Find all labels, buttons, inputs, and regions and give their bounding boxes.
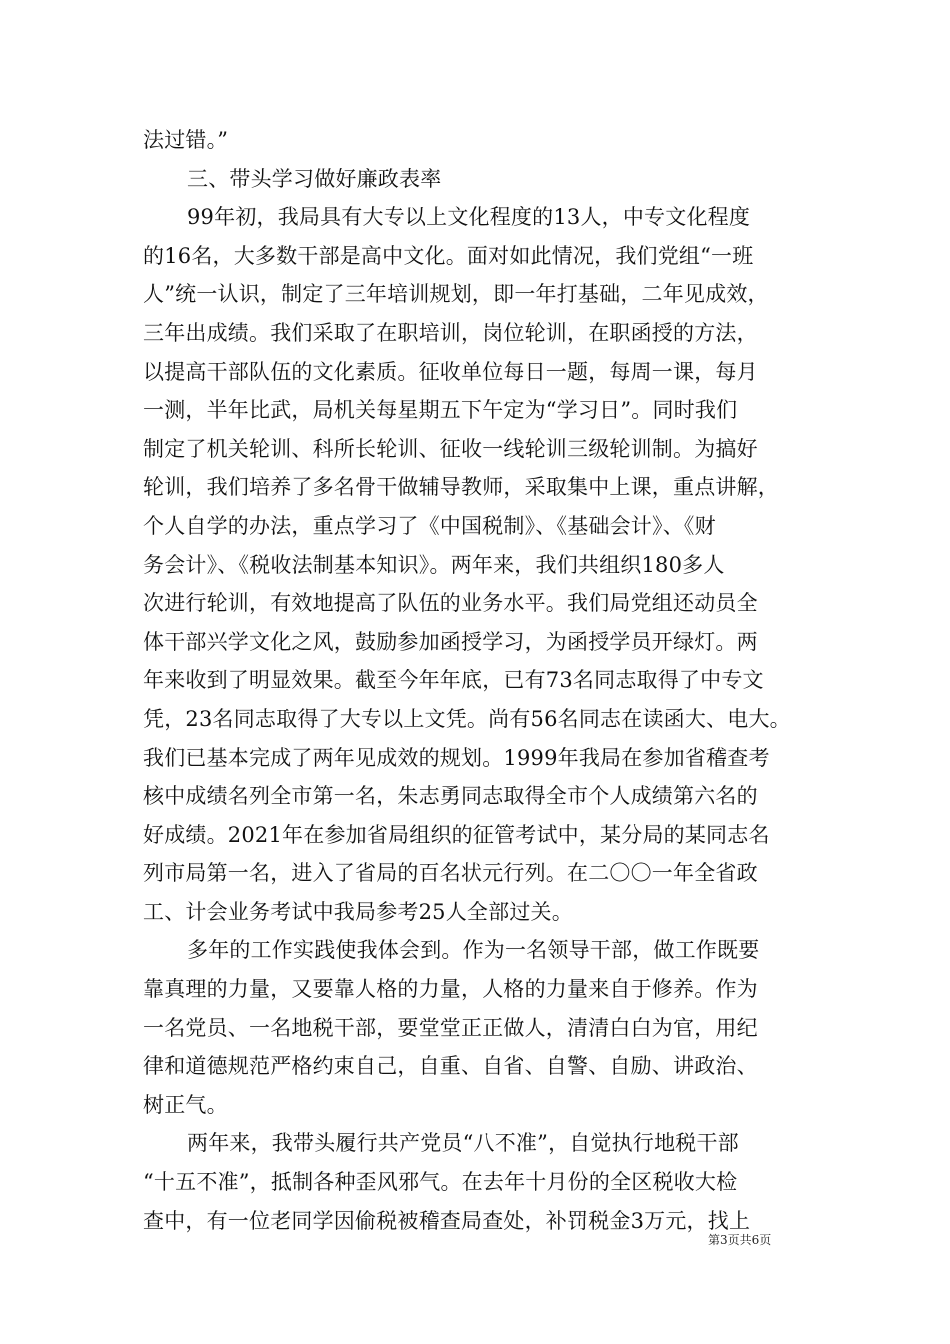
text-line: 核中成绩名列全市第一名，朱志勇同志取得全市个人成绩第六名的 — [143, 784, 758, 809]
text-line: 次进行轮训，有效地提高了队伍的业务水平。我们局党组还动员全 — [143, 591, 758, 616]
text-line: “十五不准”，抵制各种歪风邪气。在去年十月份的全区税收大检 — [143, 1170, 738, 1195]
text-line: 律和道德规范严格约束自己，自重、自省、自警、自励、讲政治、 — [143, 1054, 758, 1079]
text-line: 制定了机关轮训、科所长轮训、征收一线轮训三级轮训制。为搞好 — [143, 436, 758, 461]
text-line: 一名党员、一名地税干部，要堂堂正正做人，清清白白为官，用纪 — [143, 1015, 758, 1040]
text-line: 工、计会业务考试中我局参考25人全部过关。 — [143, 899, 573, 924]
text-line: 查中，有一位老同学因偷税被稽查局查处，补罚税金3万元，找上 — [143, 1208, 751, 1233]
text-line: 人”统一认识，制定了三年培训规划，即一年打基础，二年见成效， — [143, 282, 769, 307]
text-line: 列市局第一名，进入了省局的百名状元行列。在二〇〇一年全省政 — [143, 861, 758, 886]
section-heading: 三、带头学习做好廉政表率 — [187, 166, 442, 191]
text-line: 轮训，我们培养了多名骨干做辅导教师，采取集中上课，重点讲解， — [143, 475, 779, 500]
text-line: 一测，半年比武，局机关每星期五下午定为“学习日”。同时我们 — [143, 398, 738, 423]
text-line: 凭，23名同志取得了大专以上文凭。尚有56名同志在读函大、电大。 — [143, 706, 791, 731]
text-line: 的16名，大多数干部是高中文化。面对如此情况，我们党组“一班 — [143, 243, 754, 268]
text-line: 务会计》、《税收法制基本知识》。两年来，我们共组织180多人 — [143, 552, 725, 577]
text-line: 以提高干部队伍的文化素质。征收单位每日一题，每周一课，每月 — [143, 359, 758, 384]
text-line: 99年初，我局具有大专以上文化程度的13人，中专文化程度 — [187, 205, 751, 230]
text-line: 好成绩。2021年在参加省局组织的征管考试中，某分局的某同志名 — [143, 822, 770, 847]
text-line: 两年来，我带头履行共产党员“八不准”，自觉执行地税干部 — [187, 1131, 739, 1156]
text-line: 树正气。 — [143, 1092, 228, 1117]
text-line: 体干部兴学文化之风，鼓励参加函授学习，为函授学员开绿灯。两 — [143, 629, 758, 654]
text-line: 个人自学的办法，重点学习了《中国税制》、《基础会计》、《财 — [143, 513, 716, 538]
text-line: 我们已基本完成了两年见成效的规划。1999年我局在参加省稽查考 — [143, 745, 770, 770]
text-line: 靠真理的力量，又要靠人格的力量，人格的力量来自于修养。作为 — [143, 977, 758, 1002]
text-line: 多年的工作实践使我体会到。作为一名领导干部，做工作既要 — [187, 938, 760, 963]
text-line: 年来收到了明显效果。截至今年年底，已有73名同志取得了中专文 — [143, 668, 764, 693]
text-line: 三年出成绩。我们采取了在职培训，岗位轮训，在职函授的方法， — [143, 320, 758, 345]
text-line: 法过错。” — [143, 128, 229, 152]
page-number-footer: 第3页共6页 — [708, 1233, 772, 1247]
document-body — [143, 121, 807, 1240]
